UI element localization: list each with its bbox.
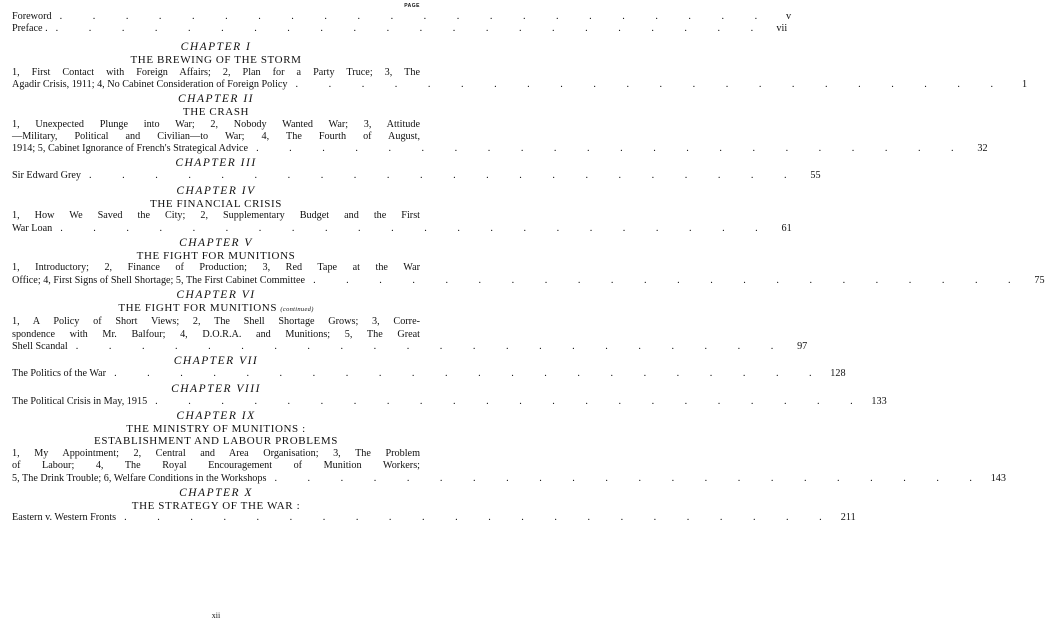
chapter-entry-text: 5, The Drink Trouble; 6, Welfare Conditions in the Workshops xyxy=(12,472,267,484)
chapter-entry-text: Office; 4, First Signs of Shell Shortage; 5, The First Cabinet Committee xyxy=(12,274,306,286)
chapter-page-number: 75 xyxy=(1034,274,1045,286)
leader-dots: . . . . . . . . . . . . . . . . . . . . . . xyxy=(89,170,801,182)
chapter-entry[interactable] xyxy=(12,382,887,408)
chapter-entry[interactable] xyxy=(12,288,808,353)
toc-entry-foreword[interactable] xyxy=(12,11,792,23)
chapter-description-line: of Labour; 4, The Royal Encouragement of Munition Workers; xyxy=(12,460,420,472)
leader-dots: . . . . . . . . . . . . . . . . . . . . . . xyxy=(59,11,772,22)
chapter-description-line: 1, First Contact with Foreign Affairs; 2, Plan for a Party Truce; 3, The xyxy=(12,66,420,78)
chapter-page-number: 97 xyxy=(797,341,808,353)
leader-dots: . . . . . . . . . . . . . . . . . . . . . . xyxy=(60,222,772,234)
chapter-page-number: 211 xyxy=(840,512,856,524)
chapter-last-line xyxy=(12,143,988,155)
chapter-last-line xyxy=(12,395,887,408)
chapter-heading: CHAPTER III xyxy=(175,157,257,170)
chapter-description-line: —Military, Political and Civilian—to War; 4, The Fourth of August, xyxy=(12,130,420,142)
leader-dots: . . . . . . . . . . . . . . . . . . . . . . xyxy=(256,143,968,155)
chapter-title-text: THE BREWING OF THE STORM xyxy=(130,54,302,66)
chapter-title-text: THE STRATEGY OF THE WAR : xyxy=(131,499,301,512)
chapter-heading: CHAPTER VI xyxy=(176,288,256,301)
chapter-entry-text: The Political Crisis in May, 1915 xyxy=(12,395,148,407)
chapter-entry-text: Shell Scandal xyxy=(12,341,68,353)
chapter-last-line xyxy=(12,274,1045,287)
chapter-title xyxy=(12,302,420,317)
chapter-page-number: 128 xyxy=(830,368,846,380)
chapter-title-text: THE MINISTRY OF MUNITIONS : xyxy=(126,422,306,435)
chapter-last-line xyxy=(12,512,856,524)
leader-dots: . . . . . . . . . . . . . . . . . . . . . . xyxy=(274,472,986,484)
chapter-title xyxy=(12,198,420,211)
chapter-entry[interactable] xyxy=(12,184,792,235)
chapter-last-line xyxy=(12,368,846,380)
chapter-heading: CHAPTER IV xyxy=(176,184,256,197)
chapter-description-line: 1, My Appointment; 2, Central and Area Organisation; 3, The Problem xyxy=(12,447,420,459)
chapter-entry-text: 1914; 5, Cabinet Ignorance of French's Strategical Advice xyxy=(12,143,249,155)
chapter-heading: CHAPTER IX xyxy=(176,409,256,422)
chapter-heading: CHAPTER II xyxy=(177,93,254,106)
chapter-entry[interactable] xyxy=(12,236,1045,287)
chapter-heading: CHAPTER VII xyxy=(173,355,259,368)
chapter-entry[interactable] xyxy=(12,41,1028,91)
chapter-entry-text: War Loan xyxy=(12,222,53,234)
chapter-entry[interactable] xyxy=(12,486,856,525)
leader-dots: . . . . . . . . . . . . . . . . . . . . . . xyxy=(55,23,768,35)
leader-dots: . . . . . . . . . . . . . . . . . . . . . . xyxy=(313,274,1025,286)
chapter-page-number: 55 xyxy=(810,170,821,182)
chapter-title xyxy=(12,423,420,436)
toc-entry-preface[interactable] xyxy=(12,23,788,35)
leader-dots: . . . . . . . . . . . . . . . . . . . . . . xyxy=(295,78,1008,90)
chapter-title-continued: (continued) xyxy=(280,305,314,313)
chapter-heading: CHAPTER X xyxy=(179,486,253,499)
entry-page: vii xyxy=(776,23,788,35)
chapter-heading: CHAPTER I xyxy=(180,41,252,53)
leader-dots: . . . . . . . . . . . . . . . . . . . . . . xyxy=(114,368,826,380)
chapter-description-line: 1, Unexpected Plunge into War; 2, Nobody Wanted War; 3, Attitude xyxy=(12,118,420,130)
leader-dots: . . . . . . . . . . . . . . . . . . . . . . xyxy=(75,341,788,353)
chapter-title xyxy=(12,500,420,513)
chapter-entry[interactable] xyxy=(12,355,846,380)
entry-page: v xyxy=(786,11,792,22)
chapter-entry[interactable] xyxy=(12,93,988,155)
chapter-title-text: THE FINANCIAL CRISIS xyxy=(150,197,282,210)
chapter-title xyxy=(12,250,420,263)
page-number: xii xyxy=(211,611,221,620)
chapter-entry-text: Eastern v. Western Fronts xyxy=(12,512,117,524)
chapter-last-line xyxy=(12,472,1006,485)
chapter-title-text: THE FIGHT FOR MUNITIONS xyxy=(118,301,278,314)
chapter-subtitle: ESTABLISHMENT AND LABOUR PROBLEMS xyxy=(94,435,338,448)
chapter-description-line: 1, Introductory; 2, Finance of Production; 3, Red Tape at the War xyxy=(12,262,420,274)
entry-label: Foreword xyxy=(12,11,52,22)
chapter-title xyxy=(12,54,420,67)
chapter-entry[interactable] xyxy=(12,157,821,182)
chapter-heading: CHAPTER V xyxy=(179,236,253,249)
chapter-heading: CHAPTER VIII xyxy=(171,382,261,395)
front-matter xyxy=(12,11,792,36)
chapter-description-line: 1, How We Saved the City; 2, Supplementary Budget and the First xyxy=(12,210,420,222)
chapter-page-number: 61 xyxy=(781,222,792,234)
chapter-entry-text: Agadir Crisis, 1911; 4, No Cabinet Consideration of Foreign Policy xyxy=(12,78,288,90)
entry-label: Preface . xyxy=(12,23,48,35)
chapter-page-number: 143 xyxy=(990,472,1006,484)
chapter-entry[interactable] xyxy=(12,409,1006,485)
leader-dots: . . . . . . . . . . . . . . . . . . . . . . xyxy=(124,512,836,524)
chapter-list xyxy=(12,41,1045,527)
chapter-last-line xyxy=(12,222,792,235)
chapter-last-line xyxy=(12,341,808,353)
chapter-last-line xyxy=(12,78,1028,91)
leader-dots: . . . . . . . . . . . . . . . . . . . . . . xyxy=(155,395,867,407)
page-column-header: PAGE xyxy=(404,3,420,9)
chapter-title-text: THE FIGHT FOR MUNITIONS xyxy=(136,249,296,262)
chapter-page-number: 1 xyxy=(1021,78,1028,90)
chapter-description-line: 1, A Policy of Short Views; 2, The Shell Shortage Grows; 3, Corre- xyxy=(12,316,420,328)
chapter-title xyxy=(12,106,420,119)
chapter-page-number: 133 xyxy=(871,395,887,407)
chapter-entry-text: The Politics of the War xyxy=(12,368,107,380)
chapter-page-number: 32 xyxy=(977,143,988,155)
chapter-last-line xyxy=(12,170,821,182)
chapter-title-text: THE CRASH xyxy=(182,106,250,119)
chapter-description-line: spondence with Mr. Balfour; 4, D.O.R.A. and Munitions; 5, The Great xyxy=(12,328,420,340)
chapter-entry-text: Sir Edward Grey xyxy=(12,170,82,182)
